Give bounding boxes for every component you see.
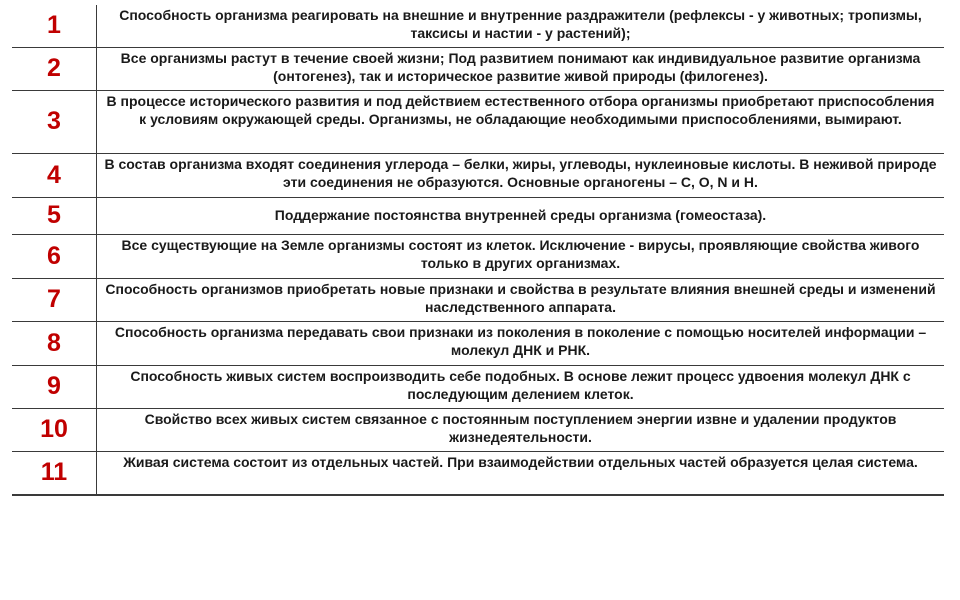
table-row <box>12 321 944 365</box>
row-text: Способность организмов приобретать новые признаки и свойства в результате влияния внешней среды и изменений наследственного аппарата. <box>97 278 945 321</box>
row-text: Все организмы растут в течение своей жизни; Под развитием понимают как индивидуальное развитие организма (онтогенез), так и историческое развитие живой природы (филогенез). <box>97 47 945 90</box>
row-number: 1 <box>12 5 97 47</box>
table-row <box>12 47 944 90</box>
row-text: Живая система состоит из отдельных частей. При взаимодействии отдельных частей образуется целая система. <box>97 451 945 495</box>
table-row <box>12 90 944 153</box>
row-text: Поддержание постоянства внутренней среды организма (гомеостаза). <box>97 197 945 234</box>
row-number: 10 <box>12 408 97 451</box>
table-row <box>12 197 944 234</box>
table-row <box>12 234 944 278</box>
row-number: 7 <box>12 278 97 321</box>
row-number: 2 <box>12 47 97 90</box>
row-text: Свойство всех живых систем связанное с постоянным поступлением энергии извне и удалении продуктов жизнедеятельности. <box>97 408 945 451</box>
row-text: В состав организма входят соединения углерода – белки, жиры, углеводы, нуклеиновые кислоты. В неживой природе эти соединения не образуются. Основные органогены – C, O, N и H. <box>97 153 945 197</box>
row-text: Все существующие на Земле организмы состоят из клеток. Исключение - вирусы, проявляющие свойства живого только в других организмах. <box>97 234 945 278</box>
table-row <box>12 278 944 321</box>
row-text: Способность живых систем воспроизводить себе подобных. В основе лежит процесс удвоения молекул ДНК с последующим делением клеток. <box>97 365 945 408</box>
table-row <box>12 451 944 495</box>
row-number: 8 <box>12 321 97 365</box>
table-row <box>12 5 944 47</box>
row-number: 11 <box>12 451 97 495</box>
row-text: Способность организма реагировать на внешние и внутренние раздражители (рефлексы - у животных; тропизмы, таксисы и настии - у растений); <box>97 5 945 47</box>
row-number: 5 <box>12 197 97 234</box>
row-number: 6 <box>12 234 97 278</box>
table-row <box>12 365 944 408</box>
row-number: 9 <box>12 365 97 408</box>
row-number: 3 <box>12 90 97 153</box>
properties-table <box>12 5 944 496</box>
row-text: В процессе исторического развития и под действием естественного отбора организмы приобретают приспособления к условиям окружающей среды. Организмы, не обладающие необходимыми приспособлениями, вымирают. <box>97 90 945 153</box>
row-text: Способность организма передавать свои признаки из поколения в поколение с помощью носителей информации – молекул ДНК и РНК. <box>97 321 945 365</box>
table-row <box>12 153 944 197</box>
row-number: 4 <box>12 153 97 197</box>
table-row <box>12 408 944 451</box>
